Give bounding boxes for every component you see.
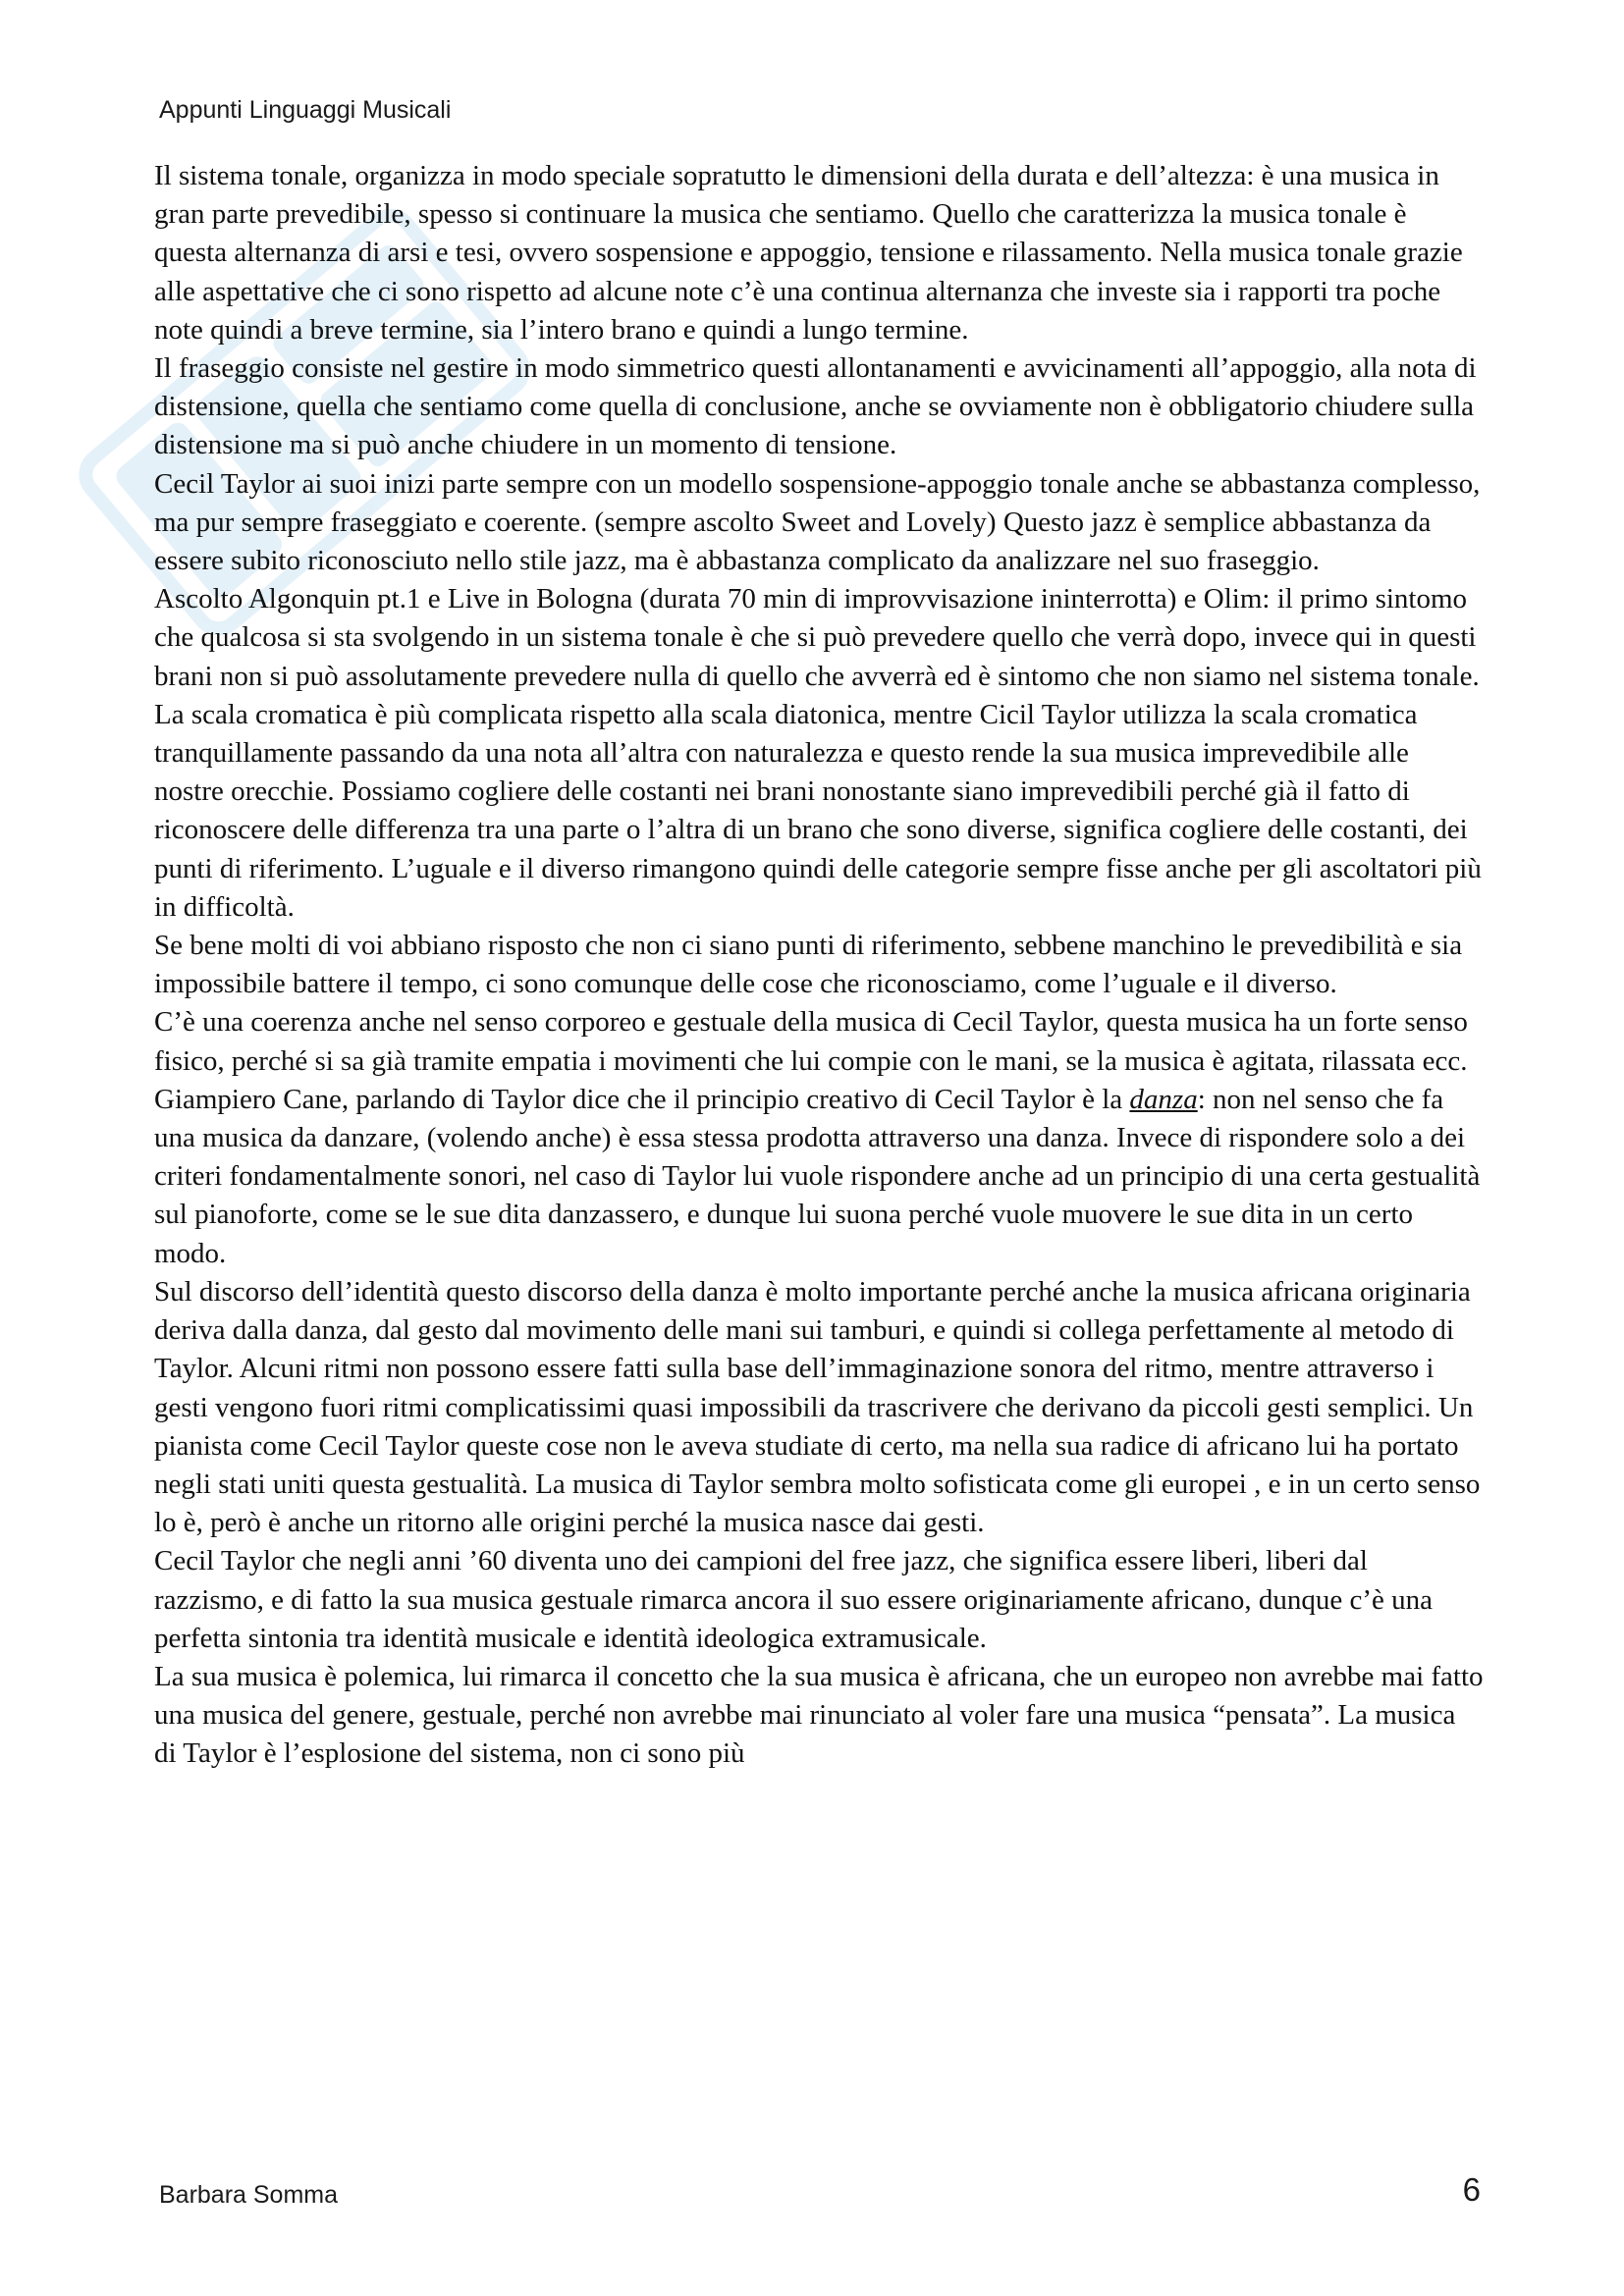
paragraph: Il fraseggio consiste nel gestire in modo simmetrico questi allontanamenti e avvicinamenti all’appoggio, alla nota di distensione, quella che sentiamo come quella di conclusione, anche se ovviamente non è obbligatorio chiudere sulla distensione ma si può anche chiudere in un momento di tensione. <box>154 352 1477 461</box>
paragraph: Cecil Taylor ai suoi inizi parte sempre con un modello sospensione-appoggio tonale anche se abbastanza complesso, ma pur sempre fraseggiato e coerente. (sempre ascolto Sweet and Lovely) Questo jazz è semplice abbastanza da essere subito riconosciuto nello stile jazz, ma è abbastanza complicato da analizzare nel suo fraseggio. <box>154 467 1481 577</box>
paragraph: La sua musica è polemica, lui rimarca il concetto che la sua musica è africana, che un europeo non avrebbe mai fatto una musica del genere, gestuale, perché non avrebbe mai rinunciato al voler fare una musica “pensata”. La musica di Taylor è l’esplosione del sistema, non ci sono più <box>154 1660 1484 1770</box>
paragraph: Il sistema tonale, organizza in modo speciale sopratutto le dimensioni della durata e dell’altezza: è una musica in gran parte prevedibile, spesso si continuare la musica che sentiamo. Quello che caratterizza la musica tonale è questa alternanza di arsi e tesi, ovvero sospensione e appoggio, tensione e rilassamento. Nella musica tonale grazie alle aspettative che ci sono rispetto ad alcune note c’è una continua alternanza che investe sia i rapporti tra poche note quindi a breve termine, sia l’intero brano e quindi a lungo termine. <box>154 160 1463 346</box>
paragraph-cane <box>154 1081 1485 1273</box>
text-span: : non nel senso che fa una musica da danzare, (volendo anche) è essa stessa prodotta attraverso una danza. Invece di rispondere solo a dei criteri fondamentalmente sonori, nel caso di Taylor lui vuole rispondere anche ad un principio di una certa gestualità sul pianoforte, come se le sue dita danzassero, e dunque lui suona perché vuole muovere le sue dita in un certo modo. <box>154 1083 1481 1269</box>
emphasis-danza: danza <box>1129 1083 1198 1115</box>
paragraph: C’è una coerenza anche nel senso corporeo e gestuale della musica di Cecil Taylor, questa musica ha un forte senso fisico, perché si sa già tramite empatia i movimenti che lui compie con le mani, se la musica è agitata, rilassata ecc. <box>154 1006 1468 1077</box>
footer-author: Barbara Somma <box>159 2181 339 2209</box>
paragraph: Ascolto Algonquin pt.1 e Live in Bologna (durata 70 min di improvvisazione ininterrotta) e Olim: il primo sintomo che qualcosa si sta svolgendo in un sistema tonale è che si può prevedere quello che verrà dopo, invece qui in questi brani non si può assolutamente prevedere nulla di quello che avverrà ed è sintomo che non siamo nel sistema tonale. La scala cromatica è più complicata rispetto alla scala diatonica, mentre Cicil Taylor utilizza la scala cromatica tranquillamente passando da una nota all’altra con naturalezza e questo rende la sua musica imprevedibile alle nostre orecchie. Possiamo cogliere delle costanti nei brani nonostante siano imprevedibili perché già il fatto di riconoscere delle differenza tra una parte o l’altra di un brano che sono diverse, significa cogliere delle costanti, dei punti di riferimento. L’uguale e il diverso rimangono quindi delle categorie sempre fisse anche per gli ascoltatori più in difficoltà. <box>154 583 1482 923</box>
paragraph: Se bene molti di voi abbiano risposto che non ci siano punti di riferimento, sebbene manchino le prevedibilità e sia impossibile battere il tempo, ci sono comunque delle cose che riconosciamo, come l’uguale e il diverso. <box>154 930 1463 1000</box>
page-number: 6 <box>1462 2171 1481 2208</box>
document-header: Appunti Linguaggi Musicali <box>159 96 452 124</box>
text-span: Giampiero Cane, parlando di Taylor dice che il principio creativo di Cecil Taylor è la <box>154 1083 1130 1115</box>
document-body <box>154 157 1485 1774</box>
paragraph: Cecil Taylor che negli anni ’60 diventa uno dei campioni del free jazz, che significa essere liberi, liberi dal razzismo, e di fatto la sua musica gestuale rimarca ancora il suo essere originariamente africano, dunque c’è una perfetta sintonia tra identità musicale e identità ideologica extramusicale. <box>154 1545 1434 1654</box>
paragraph: Sul discorso dell’identità questo discorso della danza è molto importante perché anche la musica africana originaria deriva dalla danza, dal gesto dal movimento delle mani sui tamburi, e quindi si collega perfettamente al metodo di Taylor. Alcuni ritmi non possono essere fatti sulla base dell’immaginazione sonora del ritmo, mentre attraverso i gesti vengono fuori ritmi complicatissimi quasi impossibili da trascrivere che derivano da piccoli gesti semplici. Un pianista come Cecil Taylor queste cose non le aveva studiate di certo, ma nella sua radice di africano lui ha portato negli stati uniti questa gestualità. La musica di Taylor sembra molto sofisticata come gli europei , e in un certo senso lo è, però è anche un ritorno alle origini perché la musica nasce dai gesti. <box>154 1275 1481 1539</box>
